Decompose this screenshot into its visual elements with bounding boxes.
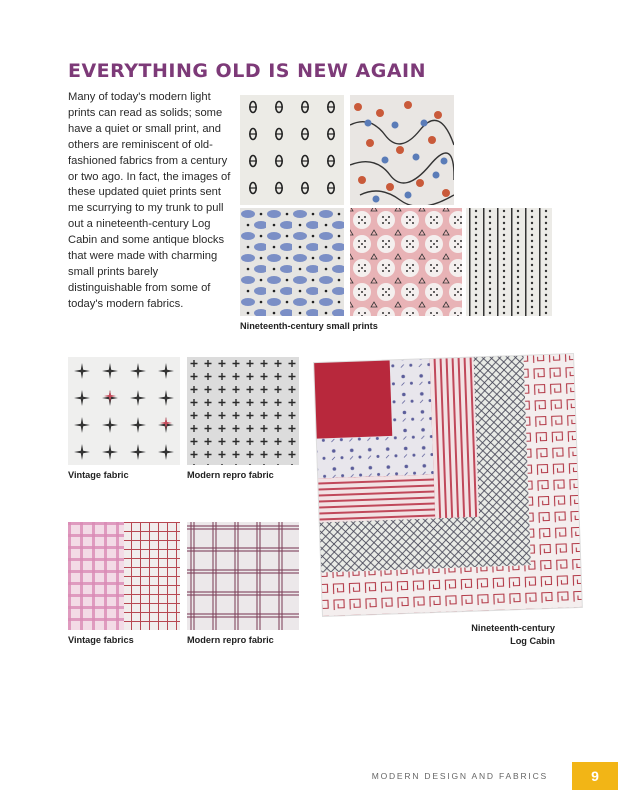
swatch-berry-branch-print [350, 95, 454, 205]
swatch-vintage-pink-check-fabrics [68, 522, 180, 630]
caption-log-cabin-line1: Nineteenth-century [471, 623, 555, 633]
caption-modern-repro-fabric-1: Modern repro fabric [187, 470, 274, 480]
swatch-modern-repro-plus-fabric [187, 357, 299, 465]
swatch-blue-oval-print [240, 208, 344, 316]
swatch-stripe-dot-print [466, 208, 552, 316]
footer-section-title: MODERN DESIGN AND FABRICS [371, 771, 548, 781]
caption-log-cabin-line2: Log Cabin [510, 636, 555, 646]
caption-log-cabin [471, 622, 555, 648]
swatch-black-link-print [240, 95, 344, 205]
page-heading: EVERYTHING OLD IS NEW AGAIN [68, 60, 426, 82]
swatch-pink-circle-triangle-print [350, 208, 462, 316]
intro-paragraph: Many of today's modern light prints can read as solids; some have a quiet or small print, and others are reminiscent of old-fashioned fabrics from a century or two ago. In fact, the images of these updated quiet prints sent me scurrying to my trunk to pull out a nineteenth-century Log Cabin and some antique blocks that were made with charming small prints barely distinguishable from some of today's modern fabrics. [68, 91, 231, 310]
caption-vintage-fabrics: Vintage fabrics [68, 635, 134, 645]
caption-vintage-fabric: Vintage fabric [68, 470, 129, 480]
caption-small-prints: Nineteenth-century small prints [240, 321, 378, 331]
caption-modern-repro-fabric-2: Modern repro fabric [187, 635, 274, 645]
page-number: 9 [572, 762, 618, 790]
swatch-modern-repro-plaid-fabric [187, 522, 299, 630]
log-cabin-quilt-image [312, 352, 584, 618]
swatch-vintage-star-fabric [68, 357, 180, 465]
